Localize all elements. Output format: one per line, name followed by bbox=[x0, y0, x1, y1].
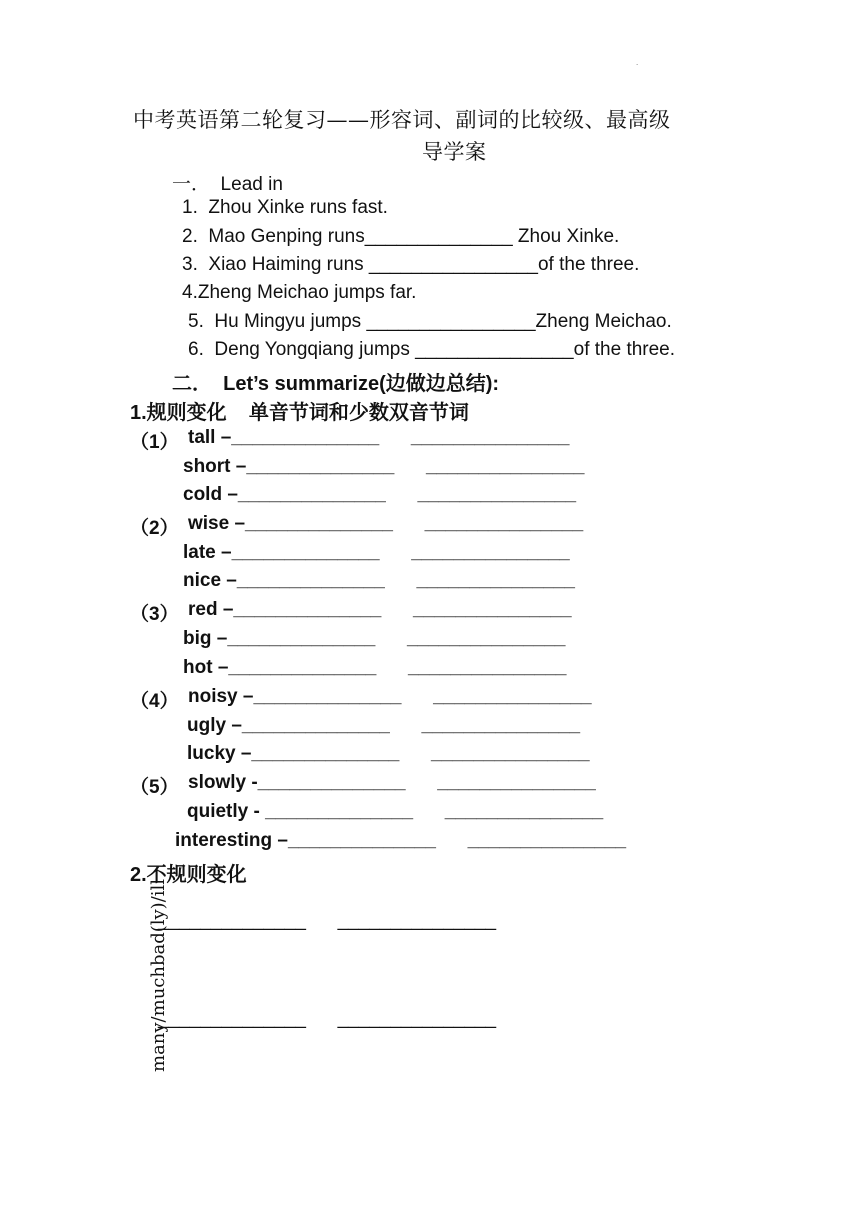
word-blank-row: cold –______________ _______________ bbox=[183, 484, 577, 505]
section1-heading: 一． Lead in bbox=[172, 174, 283, 195]
word-blank-row: noisy –______________ _______________ bbox=[188, 686, 592, 707]
group-number: （2） bbox=[130, 518, 179, 539]
word-blank-row: lucky –______________ _______________ bbox=[187, 743, 590, 764]
word-blank-row: short –______________ _______________ bbox=[183, 456, 585, 477]
word-blank-row: hot –______________ _______________ bbox=[183, 657, 567, 678]
page-title: 中考英语第二轮复习——形容词、副词的比较级、最高级 bbox=[133, 108, 671, 132]
lead-in-item: 5. Hu Mingyu jumps ________________Zheng Meichao. bbox=[188, 311, 672, 332]
word-blank-row: late –______________ _______________ bbox=[183, 542, 570, 563]
lead-in-item: 1. Zhou Xinke runs fast. bbox=[182, 197, 388, 218]
word-blank-row: ugly –______________ _______________ bbox=[187, 715, 581, 736]
group-number: （5） bbox=[130, 777, 179, 798]
lead-in-item: 4.Zheng Meichao jumps far. bbox=[182, 282, 417, 303]
irregular-changes-heading: 2.不规则变化 bbox=[130, 864, 247, 886]
word-blank-row: red –______________ _______________ bbox=[188, 599, 572, 620]
lead-in-item: 3. Xiao Haiming runs ________________of the three. bbox=[182, 254, 640, 275]
word-blank-row: nice –______________ _______________ bbox=[183, 570, 575, 591]
group-number: （3） bbox=[130, 604, 179, 625]
group-number: （4） bbox=[130, 691, 179, 712]
section2-heading: 二． Let’s summarize(边做边总结): bbox=[172, 373, 500, 395]
page-subtitle: 导学案 bbox=[422, 140, 487, 164]
word-blank-row: quietly - ______________ _______________ bbox=[187, 801, 604, 822]
irregular-words-vertical-label: many/muchbad(ly)/ill bbox=[148, 878, 169, 1072]
lead-in-item: 6. Deng Yongqiang jumps _______________of the three. bbox=[188, 339, 676, 360]
word-blank-row: slowly -______________ _______________ bbox=[188, 772, 596, 793]
word-blank-row: tall –______________ _______________ bbox=[188, 427, 570, 448]
irregular-blank-row: ______________ _______________ bbox=[158, 910, 497, 931]
regular-changes-heading: 1.规则变化 单音节词和少数双音节词 bbox=[130, 402, 469, 424]
word-blank-row: wise –______________ _______________ bbox=[188, 513, 584, 534]
irregular-blank-row: ______________ _______________ bbox=[158, 1008, 497, 1029]
word-blank-row: big –______________ _______________ bbox=[183, 628, 566, 649]
top-dot: . bbox=[636, 58, 639, 67]
lead-in-item: 2. Mao Genping runs______________ Zhou Xinke. bbox=[182, 226, 620, 247]
word-blank-row: interesting –______________ _______________ bbox=[175, 830, 627, 851]
group-number: （1） bbox=[130, 432, 179, 453]
